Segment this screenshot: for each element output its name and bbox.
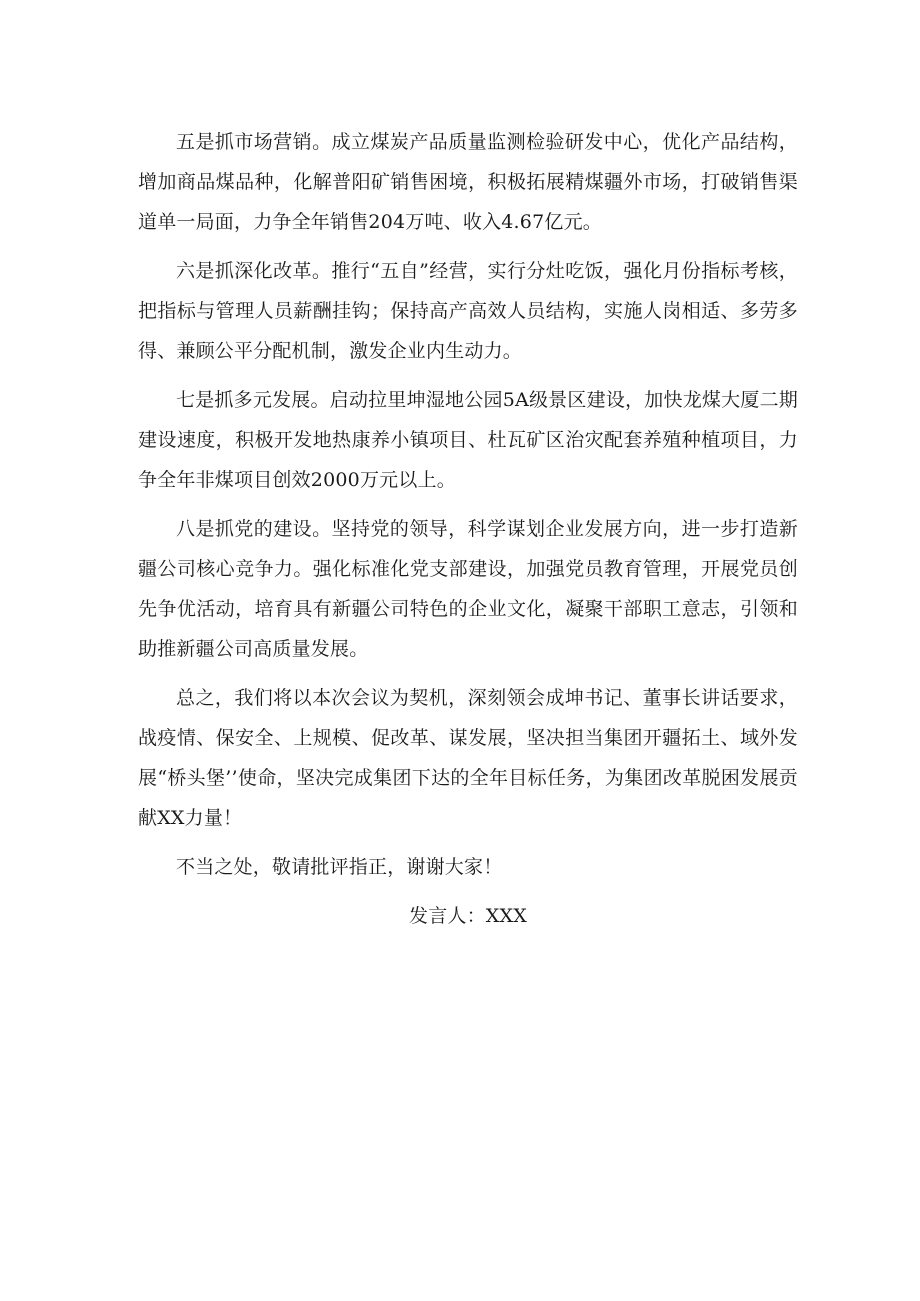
speaker-signature: 发言人：XXX bbox=[409, 905, 527, 927]
paragraph-party-building: 八是抓党的建设。坚持党的领导，科学谋划企业发展方向，进一步打造新疆公司核心竞争力。强化标准化党支部建设，加强党员教育管理，开展党员创先争优活动，培育具有新疆公司特色的企业文化，凝聚干部职工意志，引领和助推新疆公司高质量发展。 bbox=[138, 518, 798, 660]
paragraph-conclusion: 总之，我们将以本次会议为契机，深刻领会成坤书记、董事长讲话要求，战疫情、保安全、上规模、促改革、谋发展，坚决担当集团开疆拓土、域外发展“桥头堡’’使命，坚决完成集团下达的全年目标任务，为集团改革脱困发展贡献XX力量！ bbox=[138, 687, 798, 829]
document-body bbox=[138, 122, 798, 936]
paragraph-diversified-development: 七是抓多元发展。启动拉里坤湿地公园5A级景区建设，加快龙煤大厦二期建设速度，积极开发地热康养小镇项目、杜瓦矿区治灾配套养殖种植项目，力争全年非煤项目创效2000万元以上。 bbox=[138, 389, 798, 491]
paragraph-reform: 六是抓深化改革。推行“五自”经营，实行分灶吃饭，强化月份指标考核，把指标与管理人员薪酬挂钩；保持高产高效人员结构，实施人岗相适、多劳多得、兼顾公平分配机制，激发企业内生动力。 bbox=[138, 260, 798, 362]
paragraph-marketing: 五是抓市场营销。成立煤炭产品质量监测检验研发中心，优化产品结构，增加商品煤品种，化解普阳矿销售困境，积极拓展精煤疆外市场，打破销售渠道单一局面，力争全年销售204万吨、收入4.67亿元。 bbox=[138, 131, 798, 233]
paragraph-closing-remark: 不当之处，敬请批评指正，谢谢大家！ bbox=[176, 856, 503, 878]
